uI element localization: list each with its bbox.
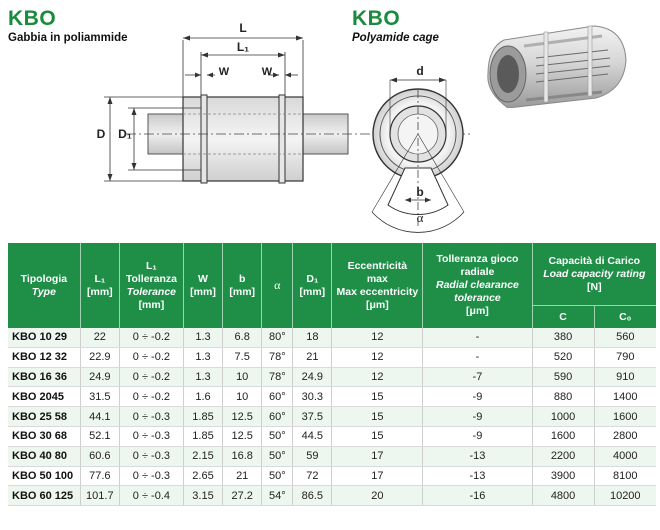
table-row bbox=[8, 387, 656, 407]
cell-w: 1.3 bbox=[183, 367, 222, 387]
cell-tol: 0 ÷ -0.3 bbox=[119, 426, 183, 446]
cell-type: KBO 10 29 bbox=[8, 328, 80, 347]
cell-c: 1600 bbox=[532, 426, 594, 446]
header-radial-en: Radial clearance tolerance bbox=[435, 279, 519, 304]
cell-w: 2.65 bbox=[183, 466, 222, 486]
cell-radial: - bbox=[423, 347, 532, 367]
cell-b: 7.5 bbox=[223, 347, 262, 367]
header-c: C bbox=[532, 306, 594, 329]
cell-alpha: 50° bbox=[262, 466, 293, 486]
cell-ecc: 12 bbox=[332, 367, 423, 387]
table-row bbox=[8, 407, 656, 427]
cell-b: 12.5 bbox=[223, 407, 262, 427]
cell-w: 2.15 bbox=[183, 446, 222, 466]
table-row bbox=[8, 486, 656, 506]
cell-radial: -13 bbox=[423, 466, 532, 486]
cell-d1: 21 bbox=[293, 347, 332, 367]
cell-d1: 24.9 bbox=[293, 367, 332, 387]
header-type bbox=[8, 243, 80, 328]
header-type-en: Type bbox=[31, 285, 56, 298]
cell-alpha: 78° bbox=[262, 367, 293, 387]
cell-d1: 30.3 bbox=[293, 387, 332, 407]
cell-ecc: 20 bbox=[332, 486, 423, 506]
cell-b: 12.5 bbox=[223, 426, 262, 446]
cell-c0: 1600 bbox=[594, 407, 656, 427]
table-row bbox=[8, 446, 656, 466]
header-l1-unit: [mm] bbox=[86, 285, 113, 298]
cell-tol: 0 ÷ -0.2 bbox=[119, 328, 183, 347]
cell-ecc: 15 bbox=[332, 426, 423, 446]
cell-c: 3900 bbox=[532, 466, 594, 486]
cell-l1: 22 bbox=[80, 328, 119, 347]
cell-type: KBO 40 80 bbox=[8, 446, 80, 466]
cell-ecc: 17 bbox=[332, 446, 423, 466]
dim-label-d-small: d bbox=[416, 64, 424, 78]
brand-title: KBO bbox=[352, 7, 401, 30]
header-d1-unit: [mm] bbox=[299, 285, 326, 298]
cell-c0: 10200 bbox=[594, 486, 656, 506]
header-w-unit: [mm] bbox=[190, 285, 216, 298]
cell-c0: 8100 bbox=[594, 466, 656, 486]
cell-type: KBO 16 36 bbox=[8, 367, 80, 387]
table-row bbox=[8, 466, 656, 486]
cell-tol: 0 ÷ -0.3 bbox=[119, 407, 183, 427]
spec-table-body bbox=[8, 328, 656, 506]
cell-b: 16.8 bbox=[223, 446, 262, 466]
cell-radial: -7 bbox=[423, 367, 532, 387]
header-capacity-unit: [N] bbox=[587, 280, 602, 293]
cell-c0: 4000 bbox=[594, 446, 656, 466]
cell-radial: -13 bbox=[423, 446, 532, 466]
header-b-symbol: b bbox=[238, 272, 246, 285]
cell-c0: 910 bbox=[594, 367, 656, 387]
cell-alpha: 54° bbox=[262, 486, 293, 506]
header-type-it: Tipologia bbox=[20, 272, 68, 285]
cell-d1: 86.5 bbox=[293, 486, 332, 506]
cell-alpha: 50° bbox=[262, 446, 293, 466]
cell-type: KBO 12 32 bbox=[8, 347, 80, 367]
header-ecc-en: Max eccentricity bbox=[336, 285, 419, 298]
table-row bbox=[8, 328, 656, 347]
header-radial-it: Tolleranza gioco radiale bbox=[436, 253, 519, 278]
header-d1 bbox=[293, 243, 332, 328]
cell-l1: 101.7 bbox=[80, 486, 119, 506]
product-photo bbox=[484, 18, 634, 108]
cell-radial: -9 bbox=[423, 387, 532, 407]
dim-label-d1: D₁ bbox=[118, 127, 132, 141]
header-d1-symbol: D₁ bbox=[306, 272, 319, 285]
cell-b: 6.8 bbox=[223, 328, 262, 347]
dim-label-b: b bbox=[416, 185, 424, 199]
cell-alpha: 80° bbox=[262, 328, 293, 347]
header-l1 bbox=[80, 243, 119, 328]
cell-c0: 1400 bbox=[594, 387, 656, 407]
header-ecc-unit: [μm] bbox=[365, 298, 389, 311]
cell-tol: 0 ÷ -0.2 bbox=[119, 347, 183, 367]
header-l1-symbol: L₁ bbox=[94, 272, 106, 285]
header-ecc-it2: max bbox=[366, 272, 388, 285]
header-radial-unit: [μm] bbox=[466, 305, 489, 317]
spec-table bbox=[8, 243, 656, 506]
header-capacity-en: Load capacity rating bbox=[543, 267, 646, 280]
cell-c: 380 bbox=[532, 328, 594, 347]
header-b bbox=[223, 243, 262, 328]
cell-alpha: 50° bbox=[262, 426, 293, 446]
cell-w: 1.85 bbox=[183, 407, 222, 427]
cell-ecc: 15 bbox=[332, 407, 423, 427]
header-capacity-it: Capacità di Carico bbox=[548, 254, 641, 267]
cell-tol: 0 ÷ -0.2 bbox=[119, 387, 183, 407]
cell-c: 590 bbox=[532, 367, 594, 387]
cell-w: 1.6 bbox=[183, 387, 222, 407]
cell-tol: 0 ÷ -0.2 bbox=[119, 367, 183, 387]
header-alpha bbox=[262, 243, 293, 328]
cell-w: 3.15 bbox=[183, 486, 222, 506]
cell-w: 1.3 bbox=[183, 328, 222, 347]
cell-type: KBO 2045 bbox=[8, 387, 80, 407]
table-row bbox=[8, 367, 656, 387]
brand-title: KBO bbox=[8, 7, 57, 30]
dim-label-l: L bbox=[239, 21, 247, 35]
cell-c: 2200 bbox=[532, 446, 594, 466]
cell-tol: 0 ÷ -0.3 bbox=[119, 466, 183, 486]
header-l1tol-it: Tolleranza bbox=[125, 272, 177, 285]
cell-ecc: 12 bbox=[332, 328, 423, 347]
header-eccentricity bbox=[332, 243, 423, 328]
header-l1tol-en: Tolerance bbox=[126, 285, 177, 298]
cell-type: KBO 30 68 bbox=[8, 426, 80, 446]
cell-c0: 2800 bbox=[594, 426, 656, 446]
header-ecc-it1: Eccentricità bbox=[347, 259, 408, 272]
cell-c: 4800 bbox=[532, 486, 594, 506]
cell-w: 1.85 bbox=[183, 426, 222, 446]
cell-alpha: 78° bbox=[262, 347, 293, 367]
cell-c0: 560 bbox=[594, 328, 656, 347]
cell-c: 880 bbox=[532, 387, 594, 407]
cell-c: 520 bbox=[532, 347, 594, 367]
dim-label-w-left: W bbox=[218, 66, 230, 78]
header-load-capacity bbox=[532, 243, 656, 306]
dim-label-l1: L₁ bbox=[236, 40, 250, 54]
cell-w: 1.3 bbox=[183, 347, 222, 367]
cell-type: KBO 60 125 bbox=[8, 486, 80, 506]
cell-radial: -9 bbox=[423, 426, 532, 446]
header-alpha-symbol: α bbox=[274, 277, 281, 292]
cell-d1: 59 bbox=[293, 446, 332, 466]
dim-label-d: D bbox=[96, 127, 106, 141]
header-l1-tolerance bbox=[119, 243, 183, 328]
cell-l1: 31.5 bbox=[80, 387, 119, 407]
header-w bbox=[183, 243, 222, 328]
cell-radial: - bbox=[423, 328, 532, 347]
cell-d1: 18 bbox=[293, 328, 332, 347]
dim-label-alpha: α bbox=[416, 210, 424, 225]
cell-l1: 52.1 bbox=[80, 426, 119, 446]
cell-b: 27.2 bbox=[223, 486, 262, 506]
cell-ecc: 12 bbox=[332, 347, 423, 367]
cell-b: 10 bbox=[223, 367, 262, 387]
cell-tol: 0 ÷ -0.4 bbox=[119, 486, 183, 506]
header-c0: C₀ bbox=[594, 306, 656, 329]
left-ring-groove bbox=[201, 95, 207, 183]
cell-c0: 790 bbox=[594, 347, 656, 367]
cell-l1: 24.9 bbox=[80, 367, 119, 387]
dim-label-w-right: W bbox=[261, 66, 273, 78]
cell-ecc: 15 bbox=[332, 387, 423, 407]
cell-ecc: 17 bbox=[332, 466, 423, 486]
cell-alpha: 60° bbox=[262, 387, 293, 407]
cell-type: KBO 25 58 bbox=[8, 407, 80, 427]
cell-b: 21 bbox=[223, 466, 262, 486]
table-row bbox=[8, 347, 656, 367]
right-ring-groove bbox=[279, 95, 285, 183]
cell-l1: 60.6 bbox=[80, 446, 119, 466]
cell-alpha: 60° bbox=[262, 407, 293, 427]
cell-l1: 44.1 bbox=[80, 407, 119, 427]
cell-radial: -16 bbox=[423, 486, 532, 506]
cell-b: 10 bbox=[223, 387, 262, 407]
header-radial-clearance bbox=[423, 243, 532, 328]
subtitle-english: Polyamide cage bbox=[352, 32, 439, 44]
cell-d1: 72 bbox=[293, 466, 332, 486]
technical-drawing bbox=[0, 0, 480, 240]
header-l1tol-unit: [mm] bbox=[138, 298, 165, 311]
cell-radial: -9 bbox=[423, 407, 532, 427]
header-b-unit: [mm] bbox=[229, 285, 256, 298]
header-l1tol-symbol: L₁ bbox=[146, 259, 157, 272]
table-row bbox=[8, 426, 656, 446]
header-w-symbol: W bbox=[198, 272, 208, 285]
cell-l1: 22.9 bbox=[80, 347, 119, 367]
cell-d1: 44.5 bbox=[293, 426, 332, 446]
cell-d1: 37.5 bbox=[293, 407, 332, 427]
cell-type: KBO 50 100 bbox=[8, 466, 80, 486]
subtitle-italian: Gabbia in poliammide bbox=[8, 32, 128, 44]
cell-tol: 0 ÷ -0.3 bbox=[119, 446, 183, 466]
cell-l1: 77.6 bbox=[80, 466, 119, 486]
cell-c: 1000 bbox=[532, 407, 594, 427]
